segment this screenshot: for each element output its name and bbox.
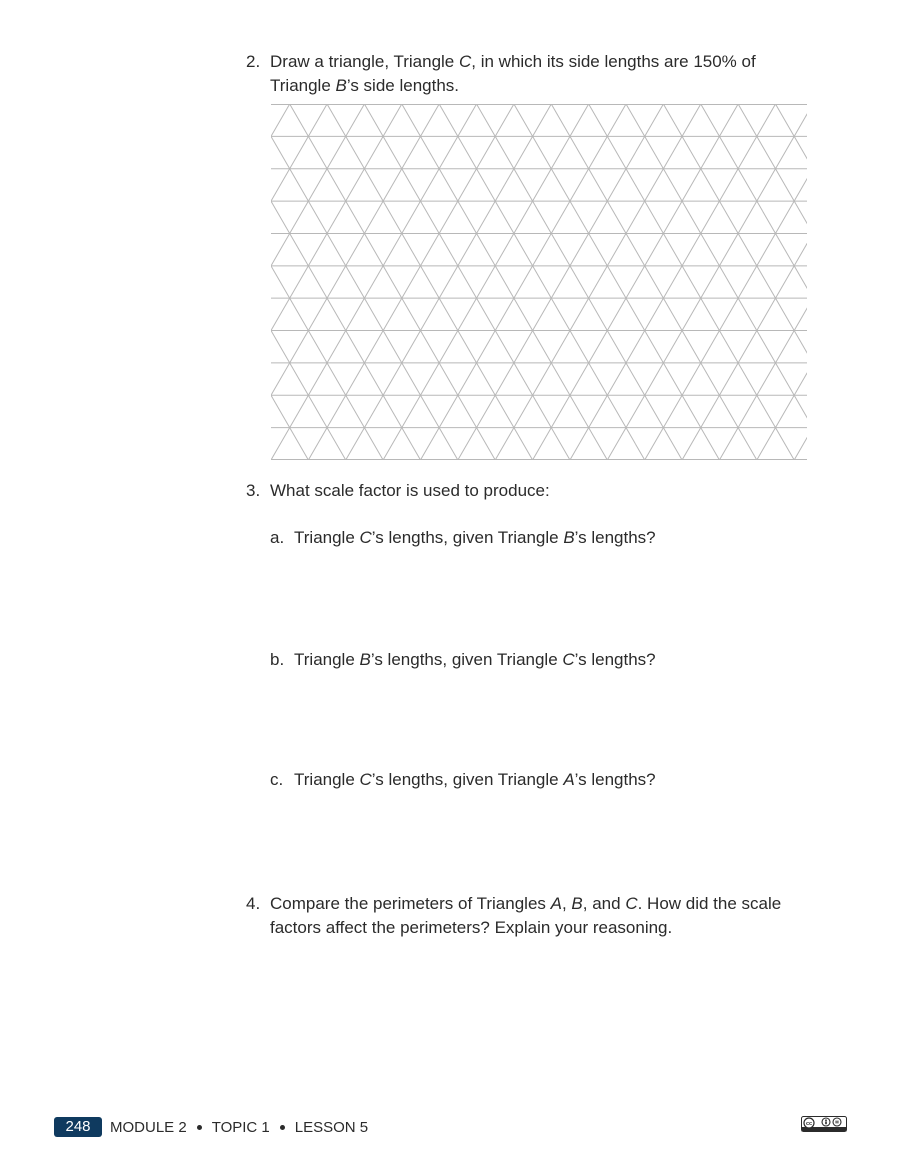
item-letter: a. xyxy=(270,528,285,547)
grid-diagonal-line xyxy=(458,104,664,460)
module-label: MODULE 2 xyxy=(110,1118,187,1136)
grid-diagonal-line xyxy=(308,104,514,460)
grid-diagonal-line xyxy=(514,104,720,460)
item-letter: b. xyxy=(270,650,285,669)
isometric-grid-svg xyxy=(271,104,807,460)
grid-diagonal-line xyxy=(271,104,383,460)
isometric-grid[interactable] xyxy=(271,104,807,460)
question-number: 3. xyxy=(246,481,261,500)
grid-diagonal-line xyxy=(663,104,807,460)
grid-diagonal-line xyxy=(290,104,496,460)
grid-diagonal-line xyxy=(570,104,776,460)
page-footer xyxy=(54,1117,368,1137)
svg-text:cc: cc xyxy=(805,1121,813,1127)
question-text: What scale factor is used to produce: xyxy=(270,481,550,500)
question-number: 2. xyxy=(246,52,261,71)
grid-diagonal-line xyxy=(477,104,683,460)
lesson-label: LESSON 5 xyxy=(294,1118,369,1136)
item-text: Triangle C’s lengths, given Triangle A’s lengths? xyxy=(294,770,656,789)
grid-diagonal-line xyxy=(701,104,807,460)
grid-diagonal-line xyxy=(775,104,807,460)
grid-diagonal-line xyxy=(589,104,795,460)
cc-by-nc-icon xyxy=(801,1116,847,1132)
grid-diagonal-line xyxy=(533,104,739,460)
grid-diagonal-line xyxy=(364,104,570,460)
question-text: Compare the perimeters of Triangles A, B, and C. How did the scale factors affect the perimeters? Explain your reasoning. xyxy=(270,894,782,937)
grid-diagonal-line xyxy=(626,104,807,460)
item-text: Triangle C’s lengths, given Triangle B’s lengths? xyxy=(294,528,656,547)
question-text: Draw a triangle, Triangle C, in which its side lengths are 150% of Triangle B’s side lengths. xyxy=(270,52,756,95)
grid-diagonal-line xyxy=(346,104,552,460)
grid-diagonal-line xyxy=(439,104,645,460)
grid-diagonal-line xyxy=(327,104,533,460)
question-number: 4. xyxy=(246,894,261,913)
item-text: Triangle B’s lengths, given Triangle C’s lengths? xyxy=(294,650,656,669)
grid-diagonal-line xyxy=(271,104,477,460)
grid-diagonal-line xyxy=(738,104,807,460)
bullet-separator xyxy=(197,1125,202,1130)
grid-diagonal-line xyxy=(271,104,346,460)
topic-label: TOPIC 1 xyxy=(211,1118,270,1136)
grid-diagonal-line xyxy=(551,104,757,460)
grid-diagonal-line xyxy=(383,104,589,460)
bullet-separator xyxy=(280,1125,285,1130)
page-number-badge: 248 xyxy=(54,1117,102,1137)
grid-diagonal-line xyxy=(271,104,420,460)
grid-diagonal-line xyxy=(402,104,608,460)
grid-diagonal-line xyxy=(420,104,626,460)
item-letter: c. xyxy=(270,770,284,789)
grid-diagonal-line xyxy=(271,104,308,460)
grid-diagonal-line xyxy=(495,104,701,460)
grid-lines xyxy=(271,104,807,460)
